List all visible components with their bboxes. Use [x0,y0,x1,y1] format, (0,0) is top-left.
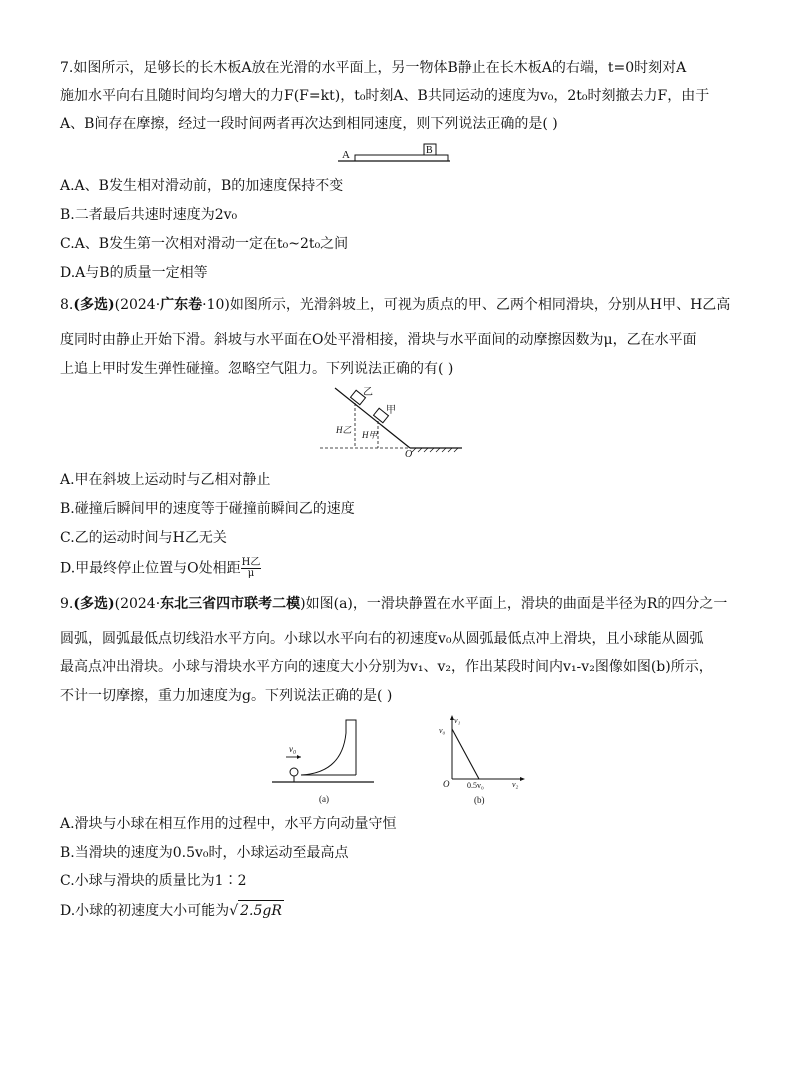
q9-option-c: C.小球与滑块的质量比为1∶2 [60,873,247,889]
q7-option-d: D.A与B的质量一定相等 [60,265,208,281]
q8-stem-line-3: 上追上甲时发生弹性碰撞。忽略空气阻力。下列说法正确的有( ) [60,361,454,377]
q8-source-open: (2024· [114,297,161,313]
q9-option-b: B.当滑块的速度为0.5v₀时，小球运动至最高点 [60,845,349,861]
q8-label-o: O [405,449,413,458]
q9-stem-text: 如图(a)，一滑块静置在水平面上，滑块的曲面是半径为R的四分之一 [305,596,728,612]
q9-option-d-text: D.小球的初速度大小可能为 [60,903,230,919]
q9b-label-v1: v₁ [454,716,461,725]
q8-option-b: B.碰撞后瞬间甲的速度等于碰撞前瞬间乙的速度 [60,501,355,517]
q9b-label-v0: v₀ [439,726,446,735]
q8-option-d [60,558,261,579]
q7-stem-line-3: A、B间存在摩擦，经过一段时间两者再次达到相同速度，则下列说法正确的是( ) [60,116,558,132]
q9b-label-o: O [443,779,450,789]
q7-option-b: B.二者最后共速时速度为2v₀ [60,207,238,223]
q8-fraction-denominator: μ [247,568,255,579]
q8-label-h-yi: H乙 [336,425,352,435]
q7-option-c: C.A、B发生第一次相对滑动一定在t₀~2t₀之间 [60,236,349,252]
q9b-label-v2: v₂ [512,780,519,789]
q8-option-d-fraction [241,558,262,579]
q9-stem-line-4: 不计一切摩擦，重力加速度为g。下列说法正确的是( ) [60,688,393,704]
q8-stem-line-1 [60,295,730,315]
q9a-label-v0: v₀ [289,744,297,754]
q8-fraction-numerator: H乙 [241,557,261,568]
q8-label-jia: 甲 [386,405,396,416]
q9-figure-b-graph [436,713,528,807]
q7-option-a: A.A、B发生相对滑动前，B的加速度保持不变 [60,178,344,194]
q7-label-b: B [426,145,433,156]
q8-source-close: ·10) [202,297,230,313]
q9-stem-line-3: 最高点冲出滑块。小球与滑块水平方向的速度大小分别为v₁、v₂，作出某段时间内v₁-v₂图像如图(b)所示， [60,659,713,675]
q9b-label-half-v0: 0.5v₀ [467,781,484,790]
q9-option-d-radicand: 2.5gR [238,900,284,921]
q8-stem-line-2: 度同时由静止开始下滑。斜坡与水平面在O处平滑相接，滑块与水平面间的动摩擦因数为μ，乙在水平面 [60,332,697,348]
q7-figure-board-block [338,140,450,164]
q8-figure-slope [320,383,465,458]
q9-number: 9. [60,596,74,612]
q7-stem-line-1: 7.如图所示，足够长的长木板A放在光滑的水平面上，另一物体B静止在长木板A的右端，t=0时刻对A [60,60,687,76]
q9-stem-line-2: 圆弧，圆弧最低点切线沿水平方向。小球以水平向右的初速度v₀从圆弧最低点冲上滑块，且小球能从圆弧 [60,631,704,647]
q8-option-a: A.甲在斜坡上运动时与乙相对静止 [60,472,271,488]
q9-source-name: 东北三省四市联考二模 [160,596,301,612]
q9-option-a: A.滑块与小球在相互作用的过程中，水平方向动量守恒 [60,816,397,832]
q9a-caption: (a) [319,794,329,804]
q7-stem-line-2: 施加水平向右且随时间均匀增大的力F(F=kt)，t₀时刻A、B共同运动的速度为v₀，2t₀时刻撤去力F，由于 [60,88,710,104]
q8-option-c: C.乙的运动时间与H乙无关 [60,530,227,546]
q8-stem-text: 如图所示，光滑斜坡上，可视为质点的甲、乙两个相同滑块，分别从H甲、H乙高 [229,297,731,313]
q8-number: 8. [60,297,74,313]
q9-source-close: ) [300,596,306,612]
q9b-caption: (b) [474,795,485,805]
q7-label-a: A [342,149,350,161]
q8-label-yi: 乙 [363,387,373,398]
q9-stem-line-1 [60,594,727,614]
q8-option-d-text: D.甲最终停止位置与O处相距 [60,560,241,577]
q9-source-open: (2024· [114,596,161,612]
q8-multi-tag: (多选) [73,297,115,313]
q9-multi-tag: (多选) [73,596,115,612]
q9-figure-a-slider [268,715,380,807]
q9-option-d: D.小球的初速度大小可能为√ 2.5gR [60,900,284,921]
q8-label-h-jia: H甲 [362,430,378,440]
q8-source-name: 广东卷 [160,297,203,313]
